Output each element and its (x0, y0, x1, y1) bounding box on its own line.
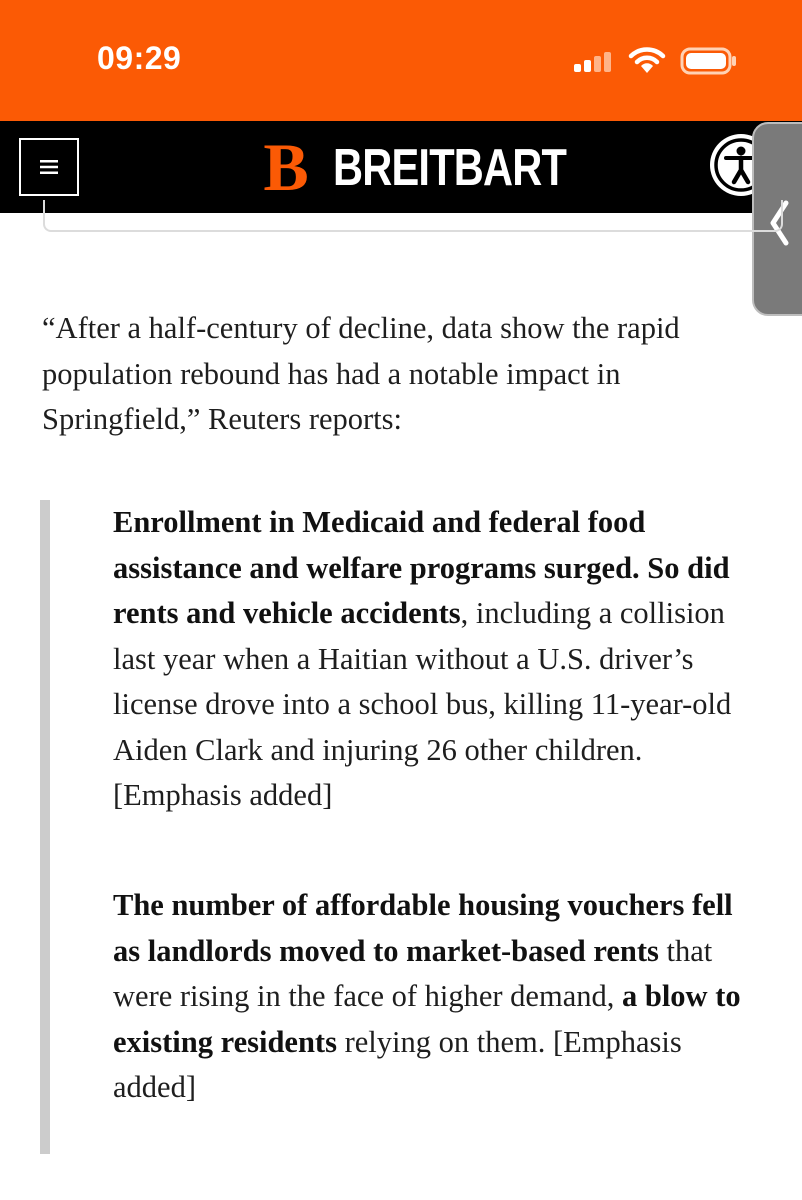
logo-b-mark[interactable] (253, 139, 319, 195)
quote2-bold-text-1: The number of affordable housing vouchers fell as landlords moved to market-based rents (113, 888, 733, 968)
menu-button[interactable] (19, 138, 79, 196)
blockquote-bar (40, 500, 50, 1154)
battery-icon (680, 46, 738, 76)
svg-text:B: B (263, 139, 309, 195)
logo-wordmark[interactable]: BREITBART (333, 139, 567, 197)
quote1-bold-text: Enrollment in Medicaid and federal food assistance and welfare programs surged. So did rents and vehicle accidents (113, 505, 730, 630)
blockquote-paragraph-1 (113, 500, 763, 819)
article-intro-paragraph: “After a half-century of decline, data show the rapid population rebound has had a notable impact in Springfield,” Reuters reports: (42, 311, 680, 436)
menu-icon (40, 159, 58, 175)
quote1-text: , including a collision last year when a Haitian without a U.S. driver’s license drove into a school bus, killing 11-year-old Aiden Clark and injuring 26 other children. [Emphasis added] (113, 596, 732, 812)
wifi-icon (628, 45, 666, 75)
blockquote-paragraph-2 (113, 883, 763, 1111)
quote2-bold-text-2: a blow to existing residents (113, 979, 741, 1059)
signal-icon (574, 50, 618, 74)
quote2-text-2: relying on them. [Emphasis added] (113, 1024, 682, 1104)
quote2-text-1: that were rising in the face of higher demand, (113, 933, 713, 1013)
status-bar (0, 0, 802, 121)
status-time: 09:29 (97, 40, 182, 76)
previous-content-box (43, 200, 783, 232)
